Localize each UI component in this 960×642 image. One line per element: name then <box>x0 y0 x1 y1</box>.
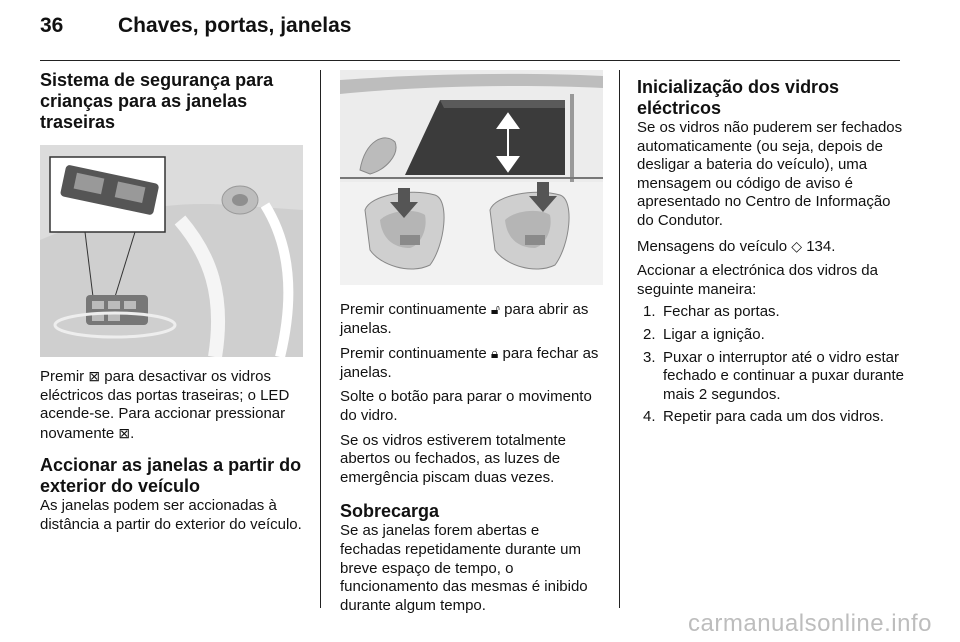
procedure-steps <box>637 303 905 427</box>
key-fob-left <box>365 188 444 269</box>
heading-remote-operation: Accionar as janelas a partir do exterior do veículo <box>40 455 302 497</box>
step-number: 3. <box>643 348 656 366</box>
column-right <box>637 77 905 427</box>
heading-child-lock: Sistema de segurança para crianças para as janelas traseiras <box>40 70 274 132</box>
step-number: 4. <box>643 408 656 426</box>
step-text: Puxar o interruptor até o vidro estar fechado e continuar a puxar durante mais 2 segundos. <box>663 348 905 403</box>
step-text: Fechar as portas. <box>663 303 780 321</box>
initialization-text: Se os vidros não puderem ser fechados automaticamente (ou seja, depois de desligar a bateria do veículo), uma mensagem ou código de aviso é apresentado no Centro de Informação do Condutor. <box>637 119 903 229</box>
column-divider <box>619 70 620 608</box>
step-number: 1. <box>643 303 656 321</box>
column-divider <box>320 70 321 608</box>
procedure-step <box>637 303 905 322</box>
procedure-step <box>637 326 905 345</box>
procedure-step <box>637 408 905 427</box>
procedure-intro: Accionar a electrónica dos vidros da seguinte maneira: <box>637 262 878 298</box>
open-windows-text: Premir continuamente 🔓︎ para abrir as janelas. <box>340 301 589 337</box>
watermark: carmanualsonline.info <box>688 610 932 637</box>
heading-initialization: Inicialização dos vidros eléctricos <box>637 77 840 118</box>
vehicle-messages-ref: Mensagens do veículo ◇ 134. <box>637 237 836 255</box>
remote-operation-text: As janelas podem ser accionadas à distância a partir do exterior do veículo. <box>40 497 302 533</box>
release-button-text: Solte o botão para parar o movimento do vidro. <box>340 388 592 424</box>
hazard-flash-text: Se os vidros estiverem totalmente abertos ou fechados, as luzes de emergência piscam duas vezes. <box>340 431 566 486</box>
header-rule <box>40 60 900 61</box>
close-windows-text: Premir continuamente 🔒︎ para fechar as janelas. <box>340 345 599 381</box>
door-switch-illustration <box>40 145 303 357</box>
heading-overload: Sobrecarga <box>340 501 440 522</box>
page-reference-arrow-icon: ◇ <box>791 237 803 254</box>
column-left <box>40 70 303 535</box>
step-text: Repetir para cada um dos vidros. <box>663 408 884 426</box>
unlock-icon: 🔓︎ <box>490 301 500 317</box>
child-lock-text: Premir ⊠ para desactivar os vidros eléctricos das portas traseiras; o LED acende-se. Para accionar pressionar novamente ⊠. <box>40 368 290 442</box>
remote-key-illustration <box>340 70 603 285</box>
page-title: Chaves, portas, janelas <box>118 14 352 37</box>
child-lock-icon: ⊠ <box>118 424 131 441</box>
column-middle <box>340 70 603 615</box>
door-switch-drawing <box>40 145 303 357</box>
step-number: 2. <box>643 325 656 343</box>
page-header <box>40 14 351 38</box>
remote-key-drawing <box>340 70 603 285</box>
step-text: Ligar a ignição. <box>663 325 765 343</box>
child-lock-icon: ⊠ <box>88 368 101 384</box>
lock-icon: 🔒︎ <box>490 345 499 362</box>
page-number: 36 <box>40 14 64 37</box>
procedure-step <box>637 349 905 405</box>
overload-text: Se as janelas forem abertas e fechadas repetidamente durante um breve espaço de tempo, o funcionamento das mesmas é inibido durante algum tempo. <box>340 522 588 614</box>
